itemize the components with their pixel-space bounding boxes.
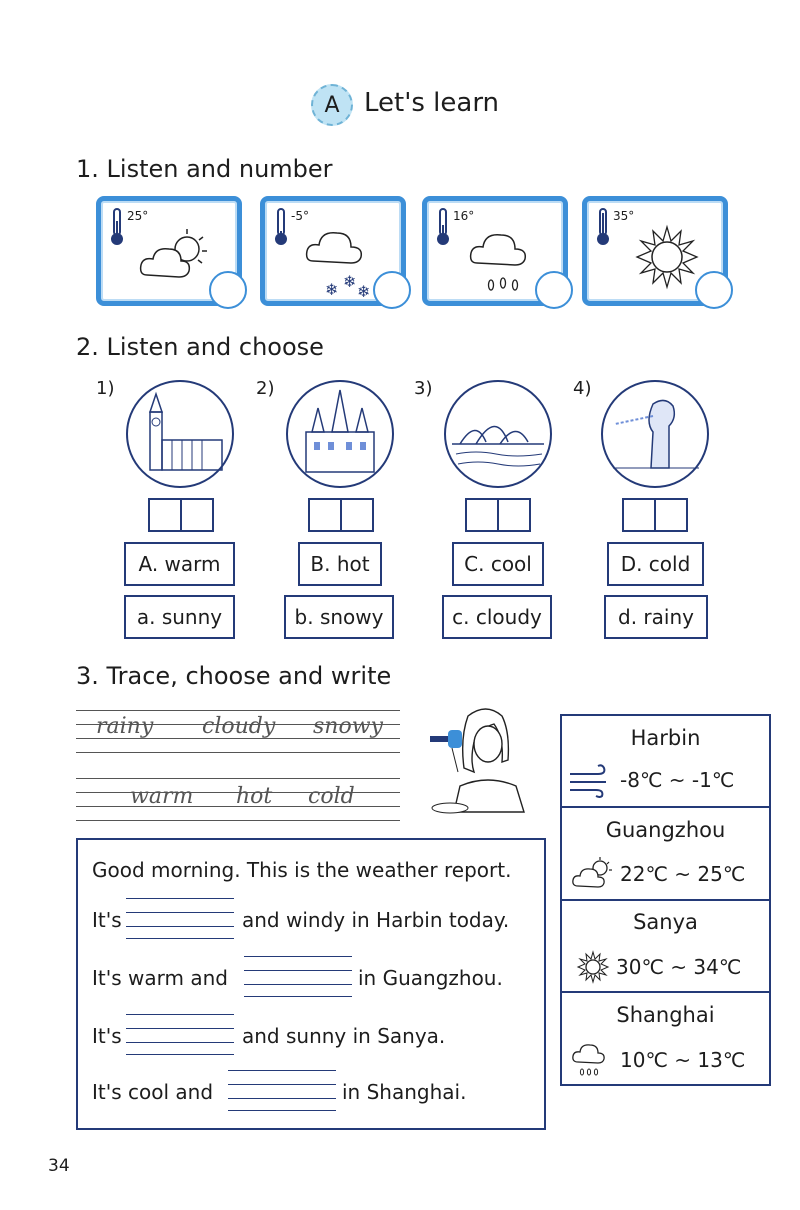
thermometer-icon <box>273 207 289 247</box>
weather-card-1: 25° <box>96 196 242 306</box>
report-line-2b: and windy in Harbin today. <box>242 908 510 932</box>
item-number-3: 3) <box>414 378 433 399</box>
city-name-guangzhou: Guangzhou <box>605 818 726 842</box>
option-d-rainy[interactable]: d. rainy <box>604 595 708 639</box>
answer-boxes-3[interactable] <box>465 498 531 532</box>
sun-icon <box>576 950 610 984</box>
city-name-shanghai: Shanghai <box>616 1003 715 1027</box>
report-line-5b: in Shanghai. <box>342 1080 467 1104</box>
section3-title: 3. Trace, choose and write <box>76 662 392 690</box>
report-line-4b: and sunny in Sanya. <box>242 1024 446 1048</box>
big-ben-icon <box>128 382 232 486</box>
weather-card-3: 16° <box>422 196 568 306</box>
thermometer-icon <box>435 207 451 247</box>
weather-card-4: 35° <box>582 196 728 306</box>
svg-text:❄: ❄ <box>325 280 339 299</box>
city-name-harbin: Harbin <box>630 726 701 750</box>
city-temp-guangzhou: 22℃ ~ 25℃ <box>620 862 746 886</box>
landmark-opera-house-image <box>444 380 552 488</box>
thermometer-icon <box>595 207 611 247</box>
item-number-4: 4) <box>573 378 592 399</box>
city-name-sanya: Sanya <box>633 910 698 934</box>
city-temp-sanya: 30℃ ~ 34℃ <box>616 955 742 979</box>
palace-icon <box>288 382 392 486</box>
page-number: 34 <box>48 1156 70 1176</box>
svg-text:❄: ❄ <box>343 272 357 291</box>
option-a-warm[interactable]: A. warm <box>124 542 235 586</box>
section1-title: 1. Listen and number <box>76 155 333 183</box>
snowy-cloud-icon <box>303 221 383 301</box>
thermometer-icon <box>109 207 125 247</box>
option-c-cloudy[interactable]: c. cloudy <box>442 595 552 639</box>
partly-cloudy-icon <box>570 856 614 892</box>
answer-boxes-4[interactable] <box>622 498 688 532</box>
trace-word-cold: cold <box>308 784 355 809</box>
landmark-merlion-image <box>601 380 709 488</box>
landmark-kremlin-image <box>286 380 394 488</box>
opera-house-icon <box>446 382 550 486</box>
weather-reporter-illustration <box>424 702 536 820</box>
trace-word-rainy: rainy <box>96 714 154 739</box>
landmark-big-ben-image <box>126 380 234 488</box>
wind-icon <box>568 764 612 798</box>
rainy-cloud-icon <box>570 1040 614 1080</box>
section2-title: 2. Listen and choose <box>76 333 324 361</box>
report-line-2a: It's <box>92 908 122 932</box>
section-badge: A <box>311 84 353 126</box>
table-divider <box>560 991 771 993</box>
trace-word-cloudy: cloudy <box>202 714 276 739</box>
report-line-5a: It's cool and <box>92 1080 214 1104</box>
number-circle[interactable] <box>535 271 573 309</box>
weather-card-2: -5° ❄ ❄ ❄ <box>260 196 406 306</box>
report-line-1: Good morning. This is the weather report. <box>92 858 512 882</box>
number-circle[interactable] <box>373 271 411 309</box>
option-c-cool[interactable]: C. cool <box>452 542 544 586</box>
report-line-3b: in Guangzhou. <box>358 966 503 990</box>
svg-text:❄: ❄ <box>357 282 371 301</box>
partly-cloudy-icon <box>135 225 215 289</box>
answer-boxes-2[interactable] <box>308 498 374 532</box>
city-temp-harbin: -8℃ ~ -1℃ <box>620 768 735 792</box>
merlion-icon <box>603 382 707 486</box>
option-a-sunny[interactable]: a. sunny <box>124 595 235 639</box>
report-line-4a: It's <box>92 1024 122 1048</box>
item-number-2: 2) <box>256 378 275 399</box>
page-title: Let's learn <box>364 88 500 118</box>
table-divider <box>560 806 771 808</box>
option-b-snowy[interactable]: b. snowy <box>284 595 394 639</box>
number-circle[interactable] <box>209 271 247 309</box>
answer-boxes-1[interactable] <box>148 498 214 532</box>
trace-word-hot: hot <box>236 784 273 809</box>
option-d-cold[interactable]: D. cold <box>607 542 704 586</box>
trace-word-snowy: snowy <box>313 714 383 739</box>
item-number-1: 1) <box>96 378 115 399</box>
city-temp-shanghai: 10℃ ~ 13℃ <box>620 1048 746 1072</box>
trace-word-warm: warm <box>130 784 194 809</box>
number-circle[interactable] <box>695 271 733 309</box>
option-b-hot[interactable]: B. hot <box>298 542 382 586</box>
report-line-3a: It's warm and <box>92 966 228 990</box>
table-divider <box>560 899 771 901</box>
